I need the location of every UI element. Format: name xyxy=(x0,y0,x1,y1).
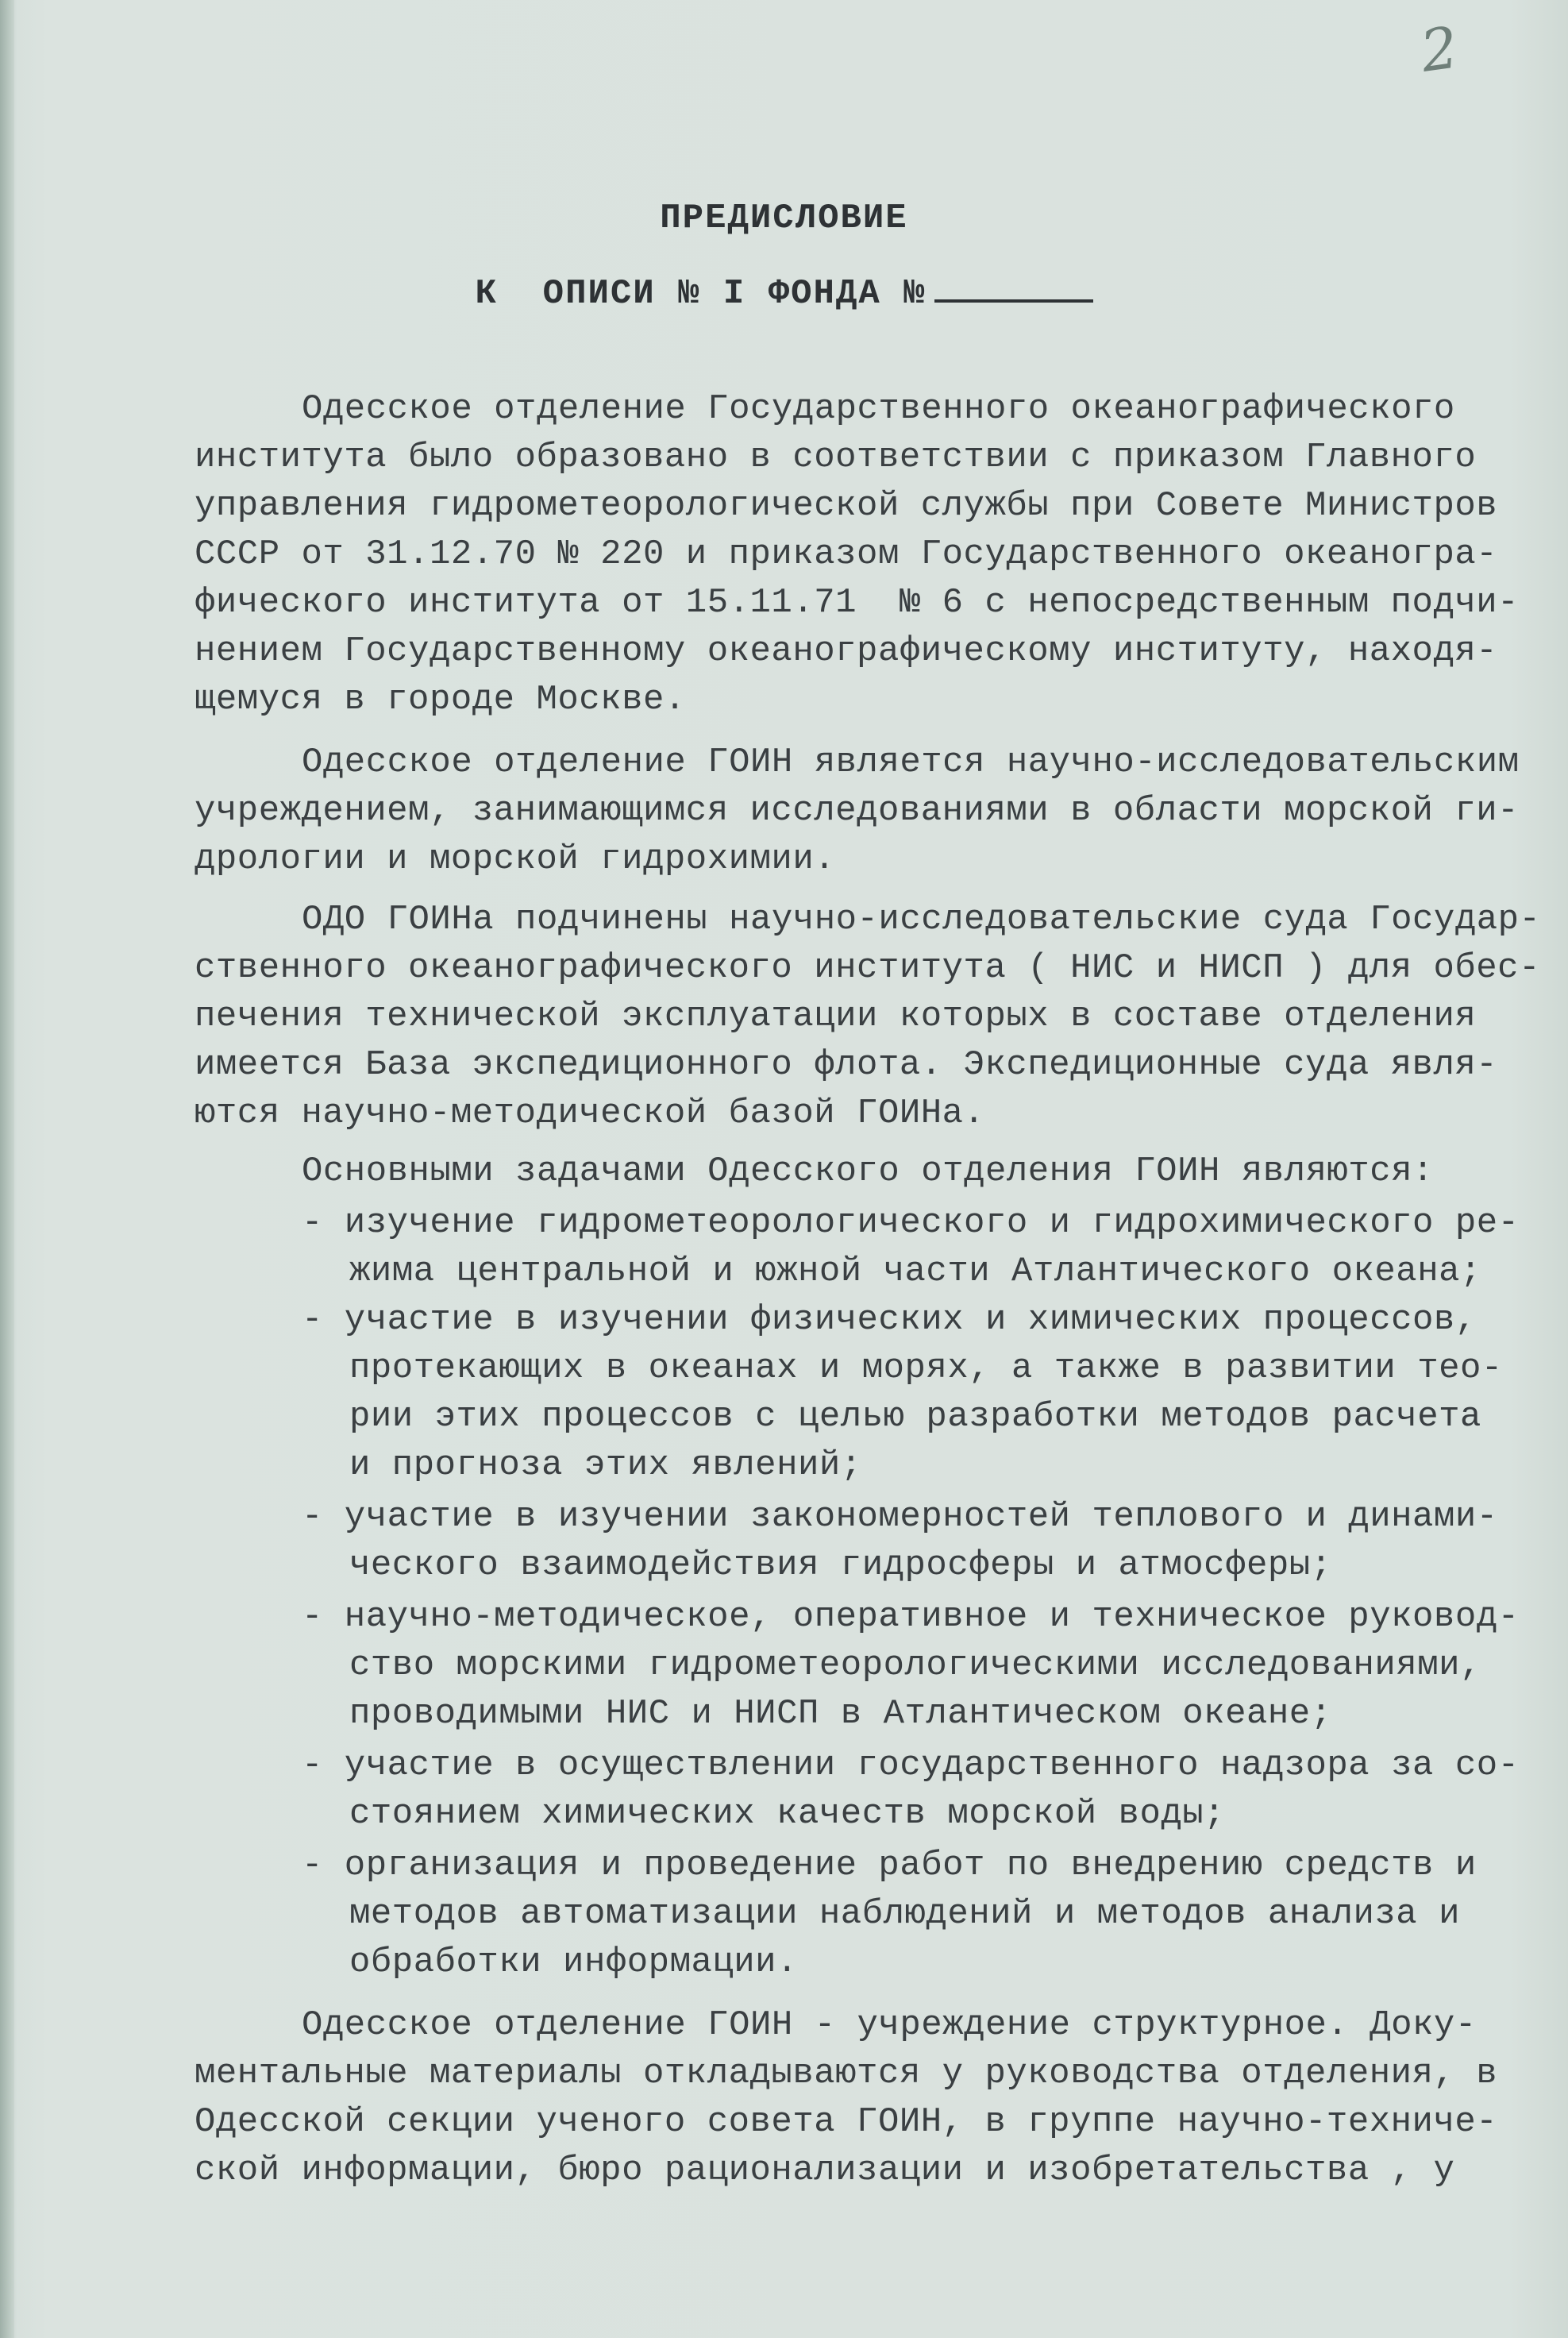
text-line: ются научно-методической базой ГОИНа. xyxy=(195,1094,985,1133)
list-item: - организация и проведение работ по внедрению средств и xyxy=(302,1846,1477,1885)
text-line: Одесской секции ученого совета ГОИН, в группе научно-техниче- xyxy=(195,2102,1498,2142)
page-binding-edge xyxy=(0,0,14,2338)
text-line: СССР от 31.12.70 № 220 и приказом Государственного океаногра- xyxy=(195,534,1498,574)
handwritten-page-number: 2 xyxy=(1416,14,1462,85)
list-item: - участие в осуществлении государственного надзора за со- xyxy=(302,1746,1520,1785)
text-line: института было образовано в соответствии с приказом Главного xyxy=(195,438,1477,477)
list-item: - участие в изучении физических и химических процессов, xyxy=(302,1300,1477,1340)
text-line: нением Государственному океанографическому институту, находя- xyxy=(195,631,1498,671)
text-line: ОДО ГОИНа подчинены научно-исследовательские суда Государ- xyxy=(302,900,1541,939)
document-subtitle xyxy=(0,274,1568,314)
list-item: - участие в изучении закономерностей теплового и динами- xyxy=(302,1497,1498,1537)
text-line: ментальные материалы откладываются у руководства отделения, в xyxy=(195,2054,1498,2093)
list-item: - научно-методическое, оперативное и техническое руковод- xyxy=(302,1597,1520,1637)
text-line: фического института от 15.11.71 № 6 с непосредственным подчи- xyxy=(195,583,1520,623)
text-line: рии этих процессов с целью разработки методов расчета xyxy=(349,1397,1481,1437)
subtitle-text: К ОПИСИ № I ФОНДА № xyxy=(475,274,927,314)
text-line: Основными задачами Одесского отделения ГОИН являются: xyxy=(302,1152,1434,1191)
text-line: протекающих в океанах и морях, а также в развитии тео- xyxy=(349,1348,1503,1388)
list-item: - изучение гидрометеорологического и гидрохимического ре- xyxy=(302,1203,1520,1243)
text-line: Одесское отделение ГОИН - учреждение структурное. Доку- xyxy=(302,2005,1477,2045)
text-line: ственного океанографического института ( НИС и НИСП ) для обес- xyxy=(195,948,1540,988)
text-line: обработки информации. xyxy=(349,1943,798,1982)
text-line: печения технической эксплуатации которых в составе отделения xyxy=(195,997,1477,1036)
text-line: проводимыми НИС и НИСП в Атлантическом океане; xyxy=(349,1694,1332,1734)
text-line: Одесское отделение ГОИН является научно-исследовательским xyxy=(302,743,1520,782)
text-line: Одесское отделение Государственного океанографического xyxy=(302,389,1455,429)
text-line: ской информации, бюро рационализации и изобретательства , у xyxy=(195,2151,1455,2190)
text-line: щемуся в городе Москве. xyxy=(195,680,686,720)
text-line: методов автоматизации наблюдений и методов анализа и xyxy=(349,1894,1461,1934)
text-line: и прогноза этих явлений; xyxy=(349,1445,862,1485)
document-title: ПРЕДИСЛОВИЕ xyxy=(660,199,908,238)
text-line: имеется База экспедиционного флота. Экспедиционные суда явля- xyxy=(195,1045,1498,1085)
text-line: дрологии и морской гидрохимии. xyxy=(195,839,836,879)
text-line: стоянием химических качеств морской воды; xyxy=(349,1794,1226,1834)
text-line: управления гидрометеорологической службы при Совете Министров xyxy=(195,486,1498,526)
text-line: жима центральной и южной части Атлантического океана; xyxy=(349,1252,1481,1291)
fund-number-blank xyxy=(934,282,1093,303)
text-line: ство морскими гидрометеорологическими исследованиями, xyxy=(349,1645,1481,1685)
text-line: учреждением, занимающимся исследованиями в области морской ги- xyxy=(195,791,1520,831)
text-line: ческого взаимодействия гидросферы и атмосферы; xyxy=(349,1545,1332,1585)
